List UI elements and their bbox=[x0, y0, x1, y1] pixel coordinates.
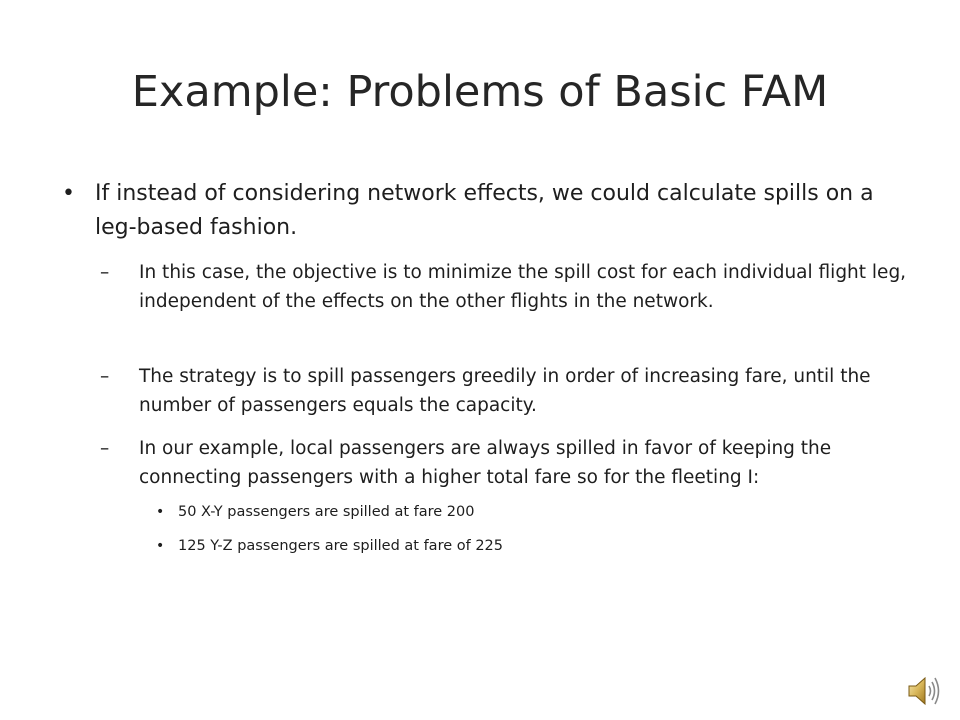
sub-bullet-text: In our example, local passengers are always spilled in favor of keeping the connecting passengers with a higher total fare so for the fleeting I: bbox=[139, 438, 832, 488]
bullet-text: If instead of considering network effects, we could calculate spills on a leg-based fashion. bbox=[95, 181, 874, 240]
bullet-marker: • bbox=[62, 181, 75, 206]
dot-marker: • bbox=[156, 504, 165, 520]
dash-marker: – bbox=[100, 438, 110, 459]
sub-bullet-item bbox=[100, 258, 909, 316]
dash-marker: – bbox=[100, 262, 110, 283]
dash-marker: – bbox=[100, 366, 110, 387]
sub-sub-bullet-text: 50 X-Y passengers are spilled at fare 200 bbox=[178, 504, 475, 520]
sub-bullet-text: The strategy is to spill passengers greedily in order of increasing fare, until the number of passengers equals the capacity. bbox=[139, 366, 871, 416]
dot-marker: • bbox=[156, 538, 165, 554]
speaker-icon[interactable] bbox=[906, 674, 944, 708]
sub-bullet-item bbox=[100, 434, 909, 492]
sub-sub-bullet-item bbox=[156, 535, 878, 557]
sub-bullet-item bbox=[100, 362, 909, 420]
sub-bullet-text: In this case, the objective is to minimize the spill cost for each individual flight leg, independent of the effects on the other flights in the network. bbox=[139, 262, 907, 312]
bullet-item bbox=[62, 177, 895, 245]
slide-title: Example: Problems of Basic FAM bbox=[131, 67, 829, 117]
sub-sub-bullet-text: 125 Y-Z passengers are spilled at fare of 225 bbox=[178, 538, 503, 554]
sub-sub-bullet-item bbox=[156, 501, 878, 523]
